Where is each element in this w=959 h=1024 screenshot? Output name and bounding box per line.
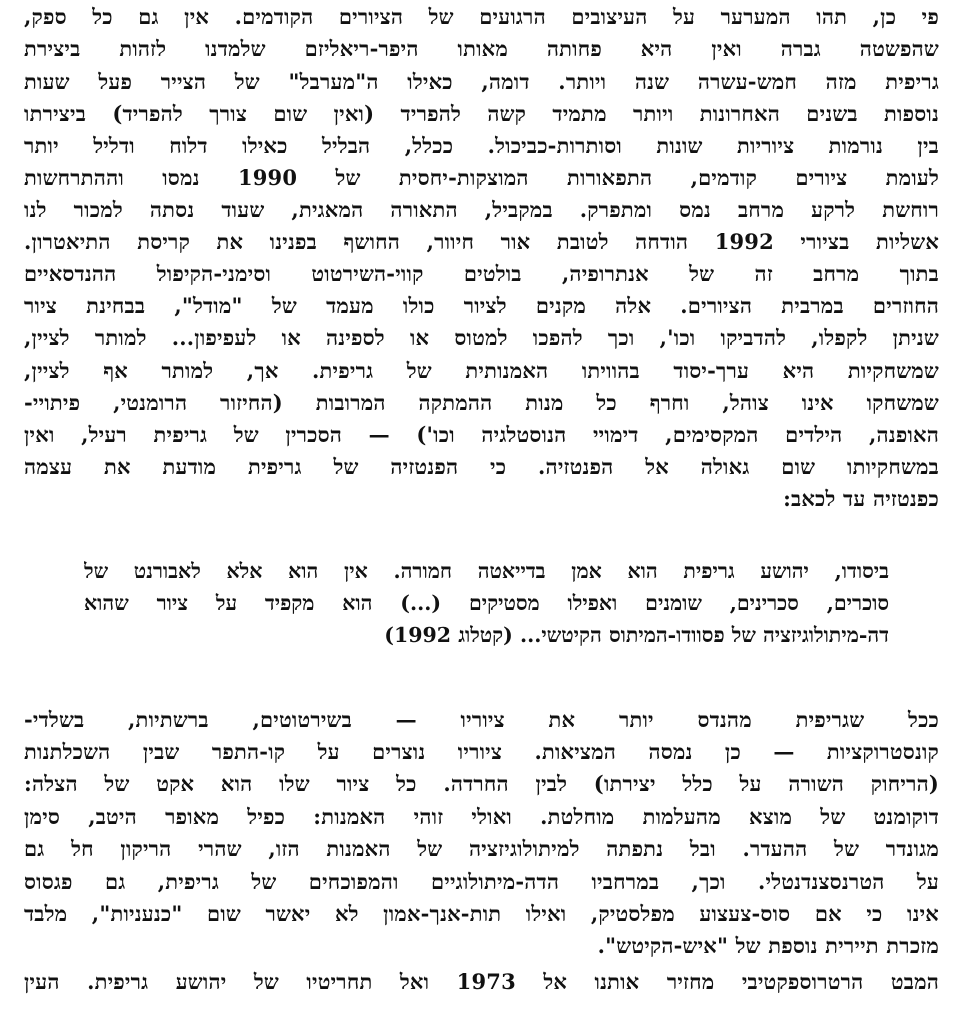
paragraph-1-line: גריפית מזה חמש-עשרה שנה ויותר. דומה, כאילו ה"מערבל" של הצייר פעל שעות: [24, 69, 939, 94]
paragraph-1-line: במשחקיותו שום גאולה אל הפנטזיה. כי הפנטזיה של גריפית מודעת את עצמה: [24, 454, 939, 479]
paragraph-2-line: מזכרת תיירית נוספת של "איש-הקיטש".: [597, 933, 939, 958]
paragraph-1-line: שהפשטה גברה ואין היא פחותה מאותו היפר-ריאליזם שלמדנו לזהות ביצירת: [24, 36, 939, 61]
paragraph-1-line: החוזרים במרבית הציורים. אלה מקנים לציור כולו מעמד של "מודל", בבחינת ציור: [24, 293, 939, 318]
paragraph-1-line: פי כן, תהו המערער על העיצובים הרגועים של הציורים הקודמים. אין גם כל ספק,: [24, 4, 939, 29]
quote-line: ביסודו, יהושע גריפית הוא אמן בדייאטה חמורה. אין הוא אלא לאבורנט של: [84, 559, 889, 583]
paragraph-1-line: אשליות בציורי 1992 הודחה לטובת אור חיוור, החושף בפנינו את קריסת התיאטרון.: [24, 229, 939, 254]
paragraph-1-line: האופנה, הילדים המקסימים, דימויי הנוסטלגיה וכו') — הסכרין של גריפית רעיל, ואין: [24, 422, 939, 447]
paragraph-3-line: המבט הרטרוספקטיבי מחזיר אותנו אל 1973 ואל תחריטיו של יהושע גריפית. העין: [24, 969, 939, 994]
quote-line: סוכרים, סכרינים, שומנים ואפילו מסטיקים (...) הוא מקפיד על ציור שהוא: [84, 591, 889, 615]
paragraph-1-line: רוחשת לרקע מרחב נמס ומתפרק. במקביל, התאורה המאגית, שעוד נסתה למכור לנו: [24, 197, 939, 222]
paragraph-2-line: (הריחוק השורה על כלל יצירתו) לבין החרדה. כל ציור שלו הוא אקט של הצלה:: [24, 771, 939, 796]
paragraph-1-line: בתוך מרחב זה של אנתרופיה, בולטים קווי-השירטוט וסימני-הקיפול ההנדסאיים: [24, 261, 939, 286]
paragraph-2-line: דוקומנט של מוצא מהעלמות מוחלטת. ואולי זוהי האמנות: כפיל מאופר היטב, סימן: [24, 804, 939, 829]
paragraph-1-line: שמשחקו אינו צוהל, וחרף כל מנות ההמתקה המרובות (החיזור הרומנטי, פיתויי-: [24, 390, 939, 415]
paragraph-2-line: מגונדר של ההעדר. ובל נתפתה למיתולוגיזציה של האמנות הזו, שהרי הריקון חל גם: [24, 836, 939, 861]
paragraph-1-line: לעומת ציורים קודמים, התפאורות המוצקות-יחסית של 1990 נמסו וההתרחשות: [24, 165, 939, 190]
paragraph-2-line: ככל שגריפית מהנדס יותר את ציוריו — בשירטוטים, ברשתיות, בשלדי-: [24, 707, 939, 732]
paragraph-1-line: כפנטזיה עד לכאב:: [783, 486, 939, 511]
paragraph-1-line: שמשחקיות היא ערך-יסוד בהוויתו האמנותית של גריפית. אך, למותר אף לציין,: [24, 358, 939, 383]
paragraph-1-line: בין נורמות ציוריות שונות וסותרות-כביכול. ככלל, הבליל כאילו דלוח ודליל יותר: [24, 133, 939, 158]
quote-line: דה-מיתולוגיזציה של פסוודו-המיתוס הקיטשי... (קטלוג 1992): [384, 623, 889, 647]
paragraph-1-line: שניתן לקפלו, להדביקו וכו', וכך להפכו למטוס או לספינה או לעפיפון... למותר לציין,: [24, 325, 939, 350]
paragraph-2-line: אינו כי אם סוס-צעצוע מפלסטיק, ואילו תות-אנך-אמון לא יאשר שום "כנעניות", מלבד: [24, 901, 939, 926]
paragraph-2-line: קונסטרוקציות — כן נמסה המציאות. ציוריו נוצרים על קו-התפר שבין השכלתנות: [24, 739, 939, 764]
paragraph-2-line: על הטרנסצנדנטלי. וכך, במרחביו הדה-מיתולוגיים והמפוכחים של גריפית, גם פגסוס: [24, 869, 939, 894]
paragraph-1-line: נוספות בשנים האחרונות ויותר מתמיד קשה להפריד (ואין שום צורך להפריד) ביצירתו: [24, 101, 939, 126]
